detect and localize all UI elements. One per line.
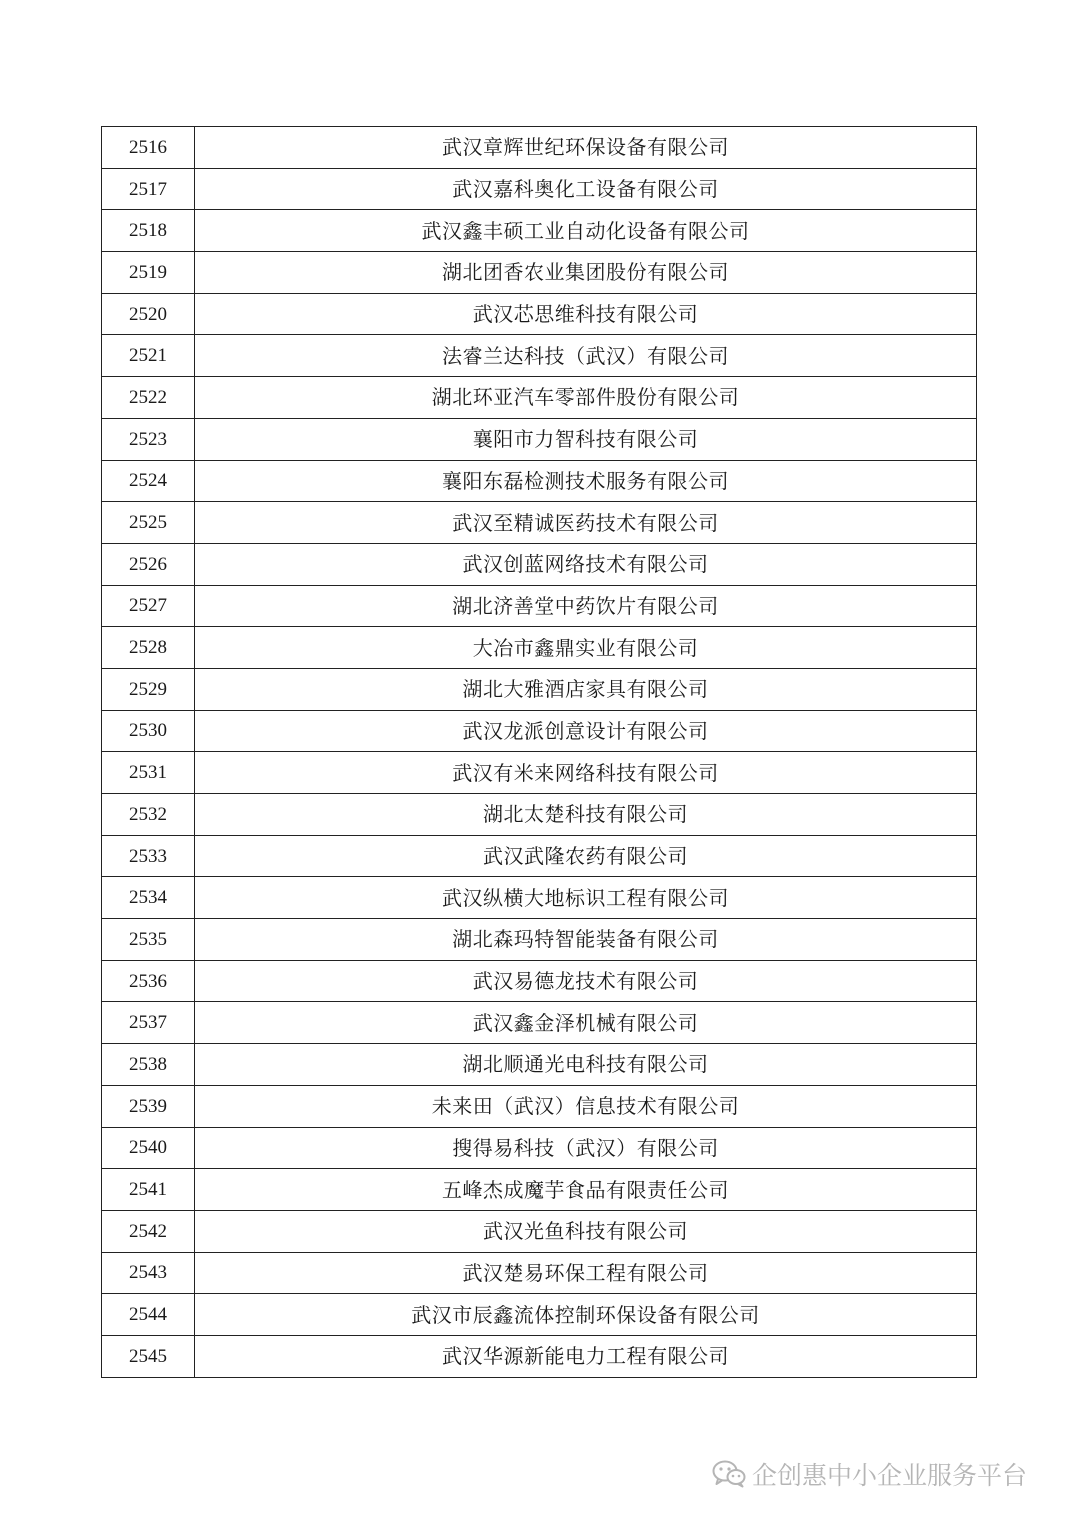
table-row xyxy=(102,1127,977,1169)
company-name: 武汉光鱼科技有限公司 xyxy=(195,1210,977,1252)
table-row xyxy=(102,1335,977,1377)
company-name: 湖北太楚科技有限公司 xyxy=(195,794,977,836)
table-row xyxy=(102,252,977,294)
row-number: 2526 xyxy=(102,543,195,585)
row-number: 2516 xyxy=(102,127,195,169)
row-number: 2531 xyxy=(102,752,195,794)
company-name: 武汉鑫丰硕工业自动化设备有限公司 xyxy=(195,210,977,252)
company-name: 武汉创蓝网络技术有限公司 xyxy=(195,543,977,585)
company-name: 湖北环亚汽车零部件股份有限公司 xyxy=(195,377,977,419)
table-row xyxy=(102,293,977,335)
row-number: 2525 xyxy=(102,502,195,544)
table-row xyxy=(102,668,977,710)
company-name: 未来田（武汉）信息技术有限公司 xyxy=(195,1085,977,1127)
row-number: 2518 xyxy=(102,210,195,252)
table-row xyxy=(102,1210,977,1252)
table-row xyxy=(102,585,977,627)
company-list-body xyxy=(102,127,977,1378)
row-number: 2524 xyxy=(102,460,195,502)
table-row xyxy=(102,1002,977,1044)
table-row xyxy=(102,1169,977,1211)
table-row xyxy=(102,543,977,585)
company-name: 武汉纵横大地标识工程有限公司 xyxy=(195,877,977,919)
company-name: 五峰杰成魔芋食品有限责任公司 xyxy=(195,1169,977,1211)
company-name: 武汉市辰鑫流体控制环保设备有限公司 xyxy=(195,1294,977,1336)
company-name: 武汉至精诚医药技术有限公司 xyxy=(195,502,977,544)
row-number: 2545 xyxy=(102,1335,195,1377)
table-row xyxy=(102,418,977,460)
company-name: 武汉芯思维科技有限公司 xyxy=(195,293,977,335)
row-number: 2541 xyxy=(102,1169,195,1211)
row-number: 2519 xyxy=(102,252,195,294)
company-name: 湖北森玛特智能装备有限公司 xyxy=(195,919,977,961)
company-name: 湖北团香农业集团股份有限公司 xyxy=(195,252,977,294)
table-row xyxy=(102,502,977,544)
company-name: 武汉楚易环保工程有限公司 xyxy=(195,1252,977,1294)
company-name: 大冶市鑫鼎实业有限公司 xyxy=(195,627,977,669)
table-row xyxy=(102,127,977,169)
row-number: 2532 xyxy=(102,794,195,836)
wechat-icon xyxy=(712,1460,746,1488)
table-row xyxy=(102,1044,977,1086)
row-number: 2544 xyxy=(102,1294,195,1336)
row-number: 2521 xyxy=(102,335,195,377)
row-number: 2536 xyxy=(102,960,195,1002)
company-name: 襄阳市力智科技有限公司 xyxy=(195,418,977,460)
row-number: 2542 xyxy=(102,1210,195,1252)
table-row xyxy=(102,960,977,1002)
table-row xyxy=(102,835,977,877)
table-row xyxy=(102,752,977,794)
row-number: 2539 xyxy=(102,1085,195,1127)
row-number: 2533 xyxy=(102,835,195,877)
company-name: 武汉武隆农药有限公司 xyxy=(195,835,977,877)
row-number: 2517 xyxy=(102,168,195,210)
row-number: 2535 xyxy=(102,919,195,961)
row-number: 2529 xyxy=(102,668,195,710)
company-name: 武汉易德龙技术有限公司 xyxy=(195,960,977,1002)
company-name: 武汉华源新能电力工程有限公司 xyxy=(195,1335,977,1377)
table-row xyxy=(102,627,977,669)
row-number: 2534 xyxy=(102,877,195,919)
table-row xyxy=(102,377,977,419)
company-name: 搜得易科技（武汉）有限公司 xyxy=(195,1127,977,1169)
row-number: 2538 xyxy=(102,1044,195,1086)
table-row xyxy=(102,877,977,919)
table-row xyxy=(102,1294,977,1336)
watermark xyxy=(712,1456,1027,1492)
row-number: 2543 xyxy=(102,1252,195,1294)
table-row xyxy=(102,1252,977,1294)
row-number: 2530 xyxy=(102,710,195,752)
company-name: 湖北大雅酒店家具有限公司 xyxy=(195,668,977,710)
table-row xyxy=(102,335,977,377)
row-number: 2528 xyxy=(102,627,195,669)
row-number: 2520 xyxy=(102,293,195,335)
company-name: 襄阳东磊检测技术服务有限公司 xyxy=(195,460,977,502)
row-number: 2522 xyxy=(102,377,195,419)
company-name: 武汉章辉世纪环保设备有限公司 xyxy=(195,127,977,169)
company-name: 武汉有米来网络科技有限公司 xyxy=(195,752,977,794)
company-name: 湖北顺通光电科技有限公司 xyxy=(195,1044,977,1086)
row-number: 2527 xyxy=(102,585,195,627)
row-number: 2540 xyxy=(102,1127,195,1169)
company-name: 法睿兰达科技（武汉）有限公司 xyxy=(195,335,977,377)
watermark-text: 企创惠中小企业服务平台 xyxy=(752,1461,1028,1490)
table-row xyxy=(102,919,977,961)
table-row xyxy=(102,460,977,502)
company-name: 武汉龙派创意设计有限公司 xyxy=(195,710,977,752)
company-name: 武汉嘉科奥化工设备有限公司 xyxy=(195,168,977,210)
table-row xyxy=(102,168,977,210)
table-row xyxy=(102,710,977,752)
company-list-table xyxy=(101,126,977,1378)
table-row xyxy=(102,1085,977,1127)
table-row xyxy=(102,794,977,836)
row-number: 2523 xyxy=(102,418,195,460)
row-number: 2537 xyxy=(102,1002,195,1044)
company-name: 武汉鑫金泽机械有限公司 xyxy=(195,1002,977,1044)
table-row xyxy=(102,210,977,252)
company-name: 湖北济善堂中药饮片有限公司 xyxy=(195,585,977,627)
